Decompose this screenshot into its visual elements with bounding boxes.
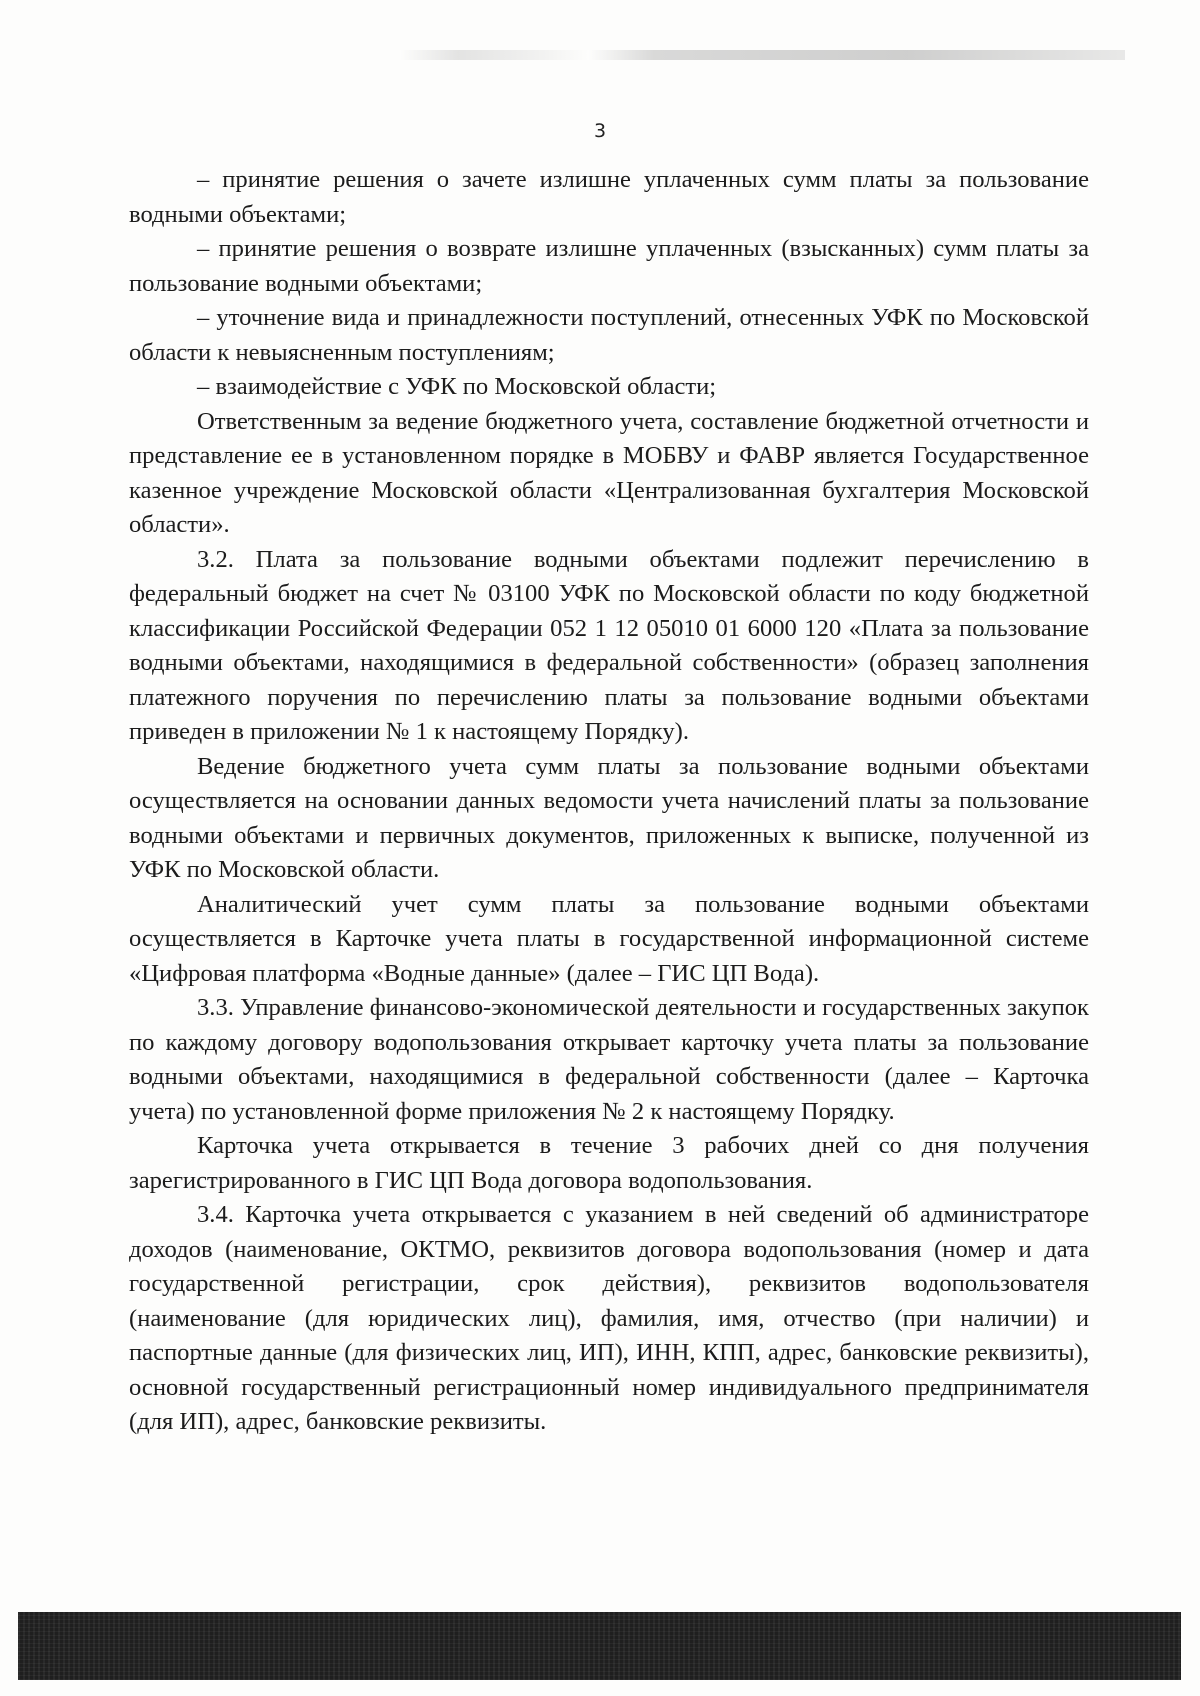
paragraph-section-3-4: 3.4. Карточка учета открывается с указанием в ней сведений об администраторе доходов (наименование, ОКТМО, реквизитов договора водопользования (номер и дата государственной регистрации, срок действия), реквизитов водопользователя (наименование (для юридических лиц), фамилия, имя, отчество (при наличии) и паспортные данные (для физических лиц, ИП), ИНН, КПП, адрес, банковские реквизиты), основной государственный регистрационный номер индивидуального предпринимателя (для ИП), адрес, банковские реквизиты. [129,1201,1089,1435]
list-item-refund-decision: – принятие решения о возврате излишне уплаченных (взысканных) сумм платы за пользование водными объектами; [129,235,1089,297]
paragraph-budget-accounting: Ведение бюджетного учета сумм платы за пользование водными объектами осуществляется на основании данных ведомости учета начислений платы за пользование водными объектами и первичных документов, приложенных к выписке, полученной из УФК по Московской области. [129,752,1089,883]
paragraph-section-3-3: 3.3. Управление финансово-экономической деятельности и государственных закупок по каждому договору водопользования открывает карточку учета платы за пользование водными объектами, находящимися в федеральной собственности (далее – Карточка учета) по установленной форме приложения № 2 к настоящему Порядку. [129,994,1089,1125]
scan-artifact-bottom [18,1612,1181,1680]
list-item-interaction: – взаимодействие с УФК по Московской области; [197,373,717,400]
paragraph-card-opening: Карточка учета открывается в течение 3 рабочих дней со дня получения зарегистрированного в ГИС ЦП Вода договора водопользования. [129,1132,1089,1194]
page-number: 3 [593,120,607,142]
list-item-clarification: – уточнение вида и принадлежности поступлений, отнесенных УФК по Московской области к невыясненным поступлениям; [129,304,1089,366]
list-item-offset-decision: – принятие решения о зачете излишне уплаченных сумм платы за пользование водными объектами; [129,166,1089,228]
document-body [129,163,1089,1440]
paragraph-section-3-2: 3.2. Плата за пользование водными объектами подлежит перечислению в федеральный бюджет на счет № 03100 УФК по Московской области по коду бюджетной классификации Российской Федерации 052 1 12 05010 01 6000 120 «Плата за пользование водными объектами, находящимися в федеральной собственности» (образец заполнения платежного поручения по перечислению платы за пользование водными объектами приведен в приложении № 1 к настоящему Порядку). [129,545,1089,745]
scan-artifact-top [400,50,1125,60]
paragraph-analytical-accounting: Аналитический учет сумм платы за пользование водными объектами осуществляется в Карточке учета платы в государственной информационной системе «Цифровая платформа «Водные данные» (далее – ГИС ЦП Вода). [129,890,1089,987]
paragraph-responsible: Ответственным за ведение бюджетного учета, составление бюджетной отчетности и представление ее в установленном порядке в МОБВУ и ФАВР является Государственное казенное учреждение Московской области «Централизованная бухгалтерия Московской области». [129,407,1089,538]
